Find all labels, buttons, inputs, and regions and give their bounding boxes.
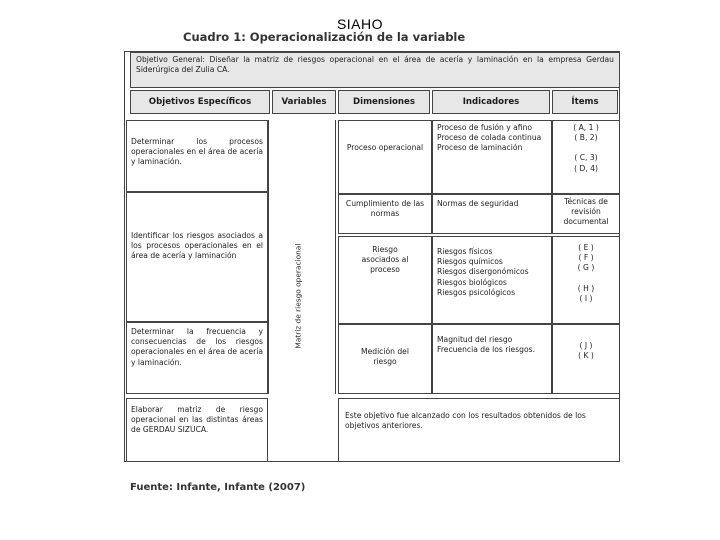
item-k: ( K ) (578, 351, 594, 361)
header-items: Ítems (552, 90, 618, 114)
dimension-process: Proceso operacional (338, 120, 432, 194)
indicator-quimicos: Riesgos químicos (437, 257, 503, 267)
item-h: ( H ) (577, 283, 595, 293)
last-objective-note: Este objetivo fue alcanzado con los resultados obtenidos de los objetivos anteriores. (338, 398, 620, 462)
dimension-norms: Cumplimiento de las normas (338, 194, 432, 234)
indicators-norms (432, 194, 552, 234)
header-specific-objectives: Objetivos Específicos (130, 90, 270, 114)
items-risks (552, 236, 620, 324)
slide-title: SIAHO (336, 16, 384, 32)
indicator-fusion: Proceso de fusión y afino (437, 123, 533, 132)
items-norms: Técnicas de revisión documental (552, 194, 620, 234)
item-e: ( E ) (578, 243, 594, 252)
item-f: ( F ) (578, 253, 594, 263)
indicator-normas: Normas de seguridad (437, 199, 519, 208)
item-g: ( G ) (577, 263, 595, 273)
indicator-biologicos: Riesgos biológicos (437, 277, 507, 287)
indicator-psicologicos: Riesgos psicológicos (437, 287, 516, 297)
indicator-magnitud: Magnitud del riesgo (437, 335, 513, 344)
source-note: Fuente: Infante, Infante (2007) (130, 482, 306, 493)
header-variables: Variables (272, 90, 336, 114)
indicators-measure (432, 324, 552, 394)
indicator-disergonomicos: Riesgos disergonómicos (437, 267, 529, 277)
objective-4: Elaborar matriz de riesgo operacional en las distintas áreas de GERDAU SIZUCA. (126, 398, 268, 462)
table-caption: Cuadro 1: Operacionalización de la variable (183, 30, 466, 44)
indicator-laminacion: Proceso de laminación (437, 143, 523, 153)
indicators-process (432, 120, 552, 194)
indicator-colada: Proceso de colada continua (437, 133, 542, 143)
items-measure (552, 324, 620, 394)
objective-3: Determinar la frecuencia y consecuencias de los riesgos operacionales en el área de acería y laminación. (126, 322, 268, 394)
indicator-frecuencia: Frecuencia de los riesgos. (437, 345, 535, 355)
items-process (552, 120, 620, 194)
objective-2: Identificar los riesgos asociados a los procesos operacionales en el área de acería y laminación (126, 192, 268, 322)
item-c3: ( C, 3) (574, 153, 598, 163)
dimension-measure: Medición del riesgo (338, 324, 432, 394)
indicator-fisicos: Riesgos físicos (437, 247, 493, 256)
indicators-risks (432, 236, 552, 324)
general-objective-text: Objetivo General: Diseñar la matriz de riesgos operacional en el área de acería y laminación en la empresa Gerdau Siderúrgica del Zulia CA. (136, 55, 614, 75)
header-indicators: Indicadores (432, 90, 550, 114)
objective-1: Determinar los procesos operacionales en el área de acería y laminación. (126, 120, 268, 192)
item-j: ( J ) (579, 341, 593, 350)
item-i: ( I ) (579, 293, 593, 303)
item-d4: ( D, 4) (574, 163, 598, 173)
item-b2: ( B, 2) (574, 133, 598, 143)
variable-label: Matriz de riesgo operacional (292, 243, 302, 349)
header-dimensions: Dimensiones (338, 90, 430, 114)
item-a1: ( A, 1 ) (573, 123, 599, 132)
dimension-risks: Riesgo asociados al proceso (338, 236, 432, 324)
